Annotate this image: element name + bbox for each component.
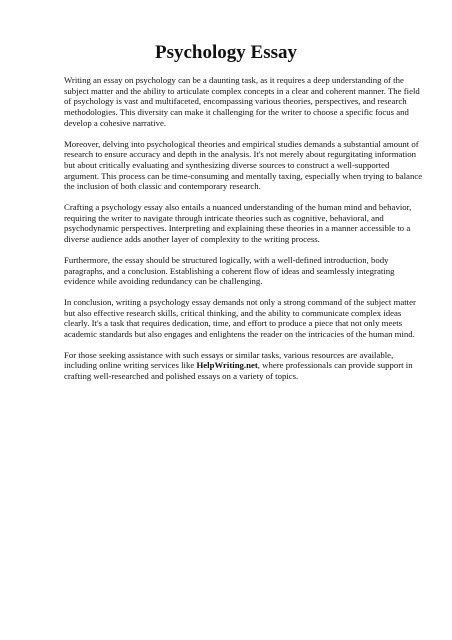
paragraph-6-text-after: , where professionals can provide support in crafting well-researched and polished essays on a variety of topics. bbox=[64, 360, 413, 382]
paragraph-4: Furthermore, the essay should be structured logically, with a well-defined introduction, body paragraphs, and a conclusion. Establishing a coherent flow of ideas and seamlessly integrating evidence while avoiding redundancy can be challenging. bbox=[64, 254, 395, 287]
paragraph-2: Moreover, delving into psychological theories and empirical studies demands a substantial amount of research to ensure accuracy and depth in the analysis. It's not merely about regurgitating information but about critically evaluating and synthesizing diverse sources to construct a well-supported argument. This process can be time-consuming and mentally taxing, especially when trying to balance the inclusion of both classic and contemporary research. bbox=[64, 138, 423, 192]
helpwriting-link-text: HelpWriting.net bbox=[196, 360, 258, 371]
paragraph-1: Writing an essay on psychology can be a daunting task, as it requires a deep understanding of the subject matter and the ability to articulate complex concepts in a clear and coherent manner. The field of psychology is vast and multifaceted, encompassing various theories, perspectives, and research methodologies. This diversity can make it challenging for the writer to choose a specific focus and develop a cohesive narrative. bbox=[64, 75, 420, 128]
paragraph-6-text-before: For those seeking assistance with such essays or similar tasks, various resources are available, including online writing services like bbox=[64, 349, 394, 371]
paragraph-3: Crafting a psychology essay also entails a nuanced understanding of the human mind and behavior, requiring the writer to navigate through intricate theories such as cognitive, behavioral, and psychodynamic perspectives. Interpreting and explaining these theories in a manner accessible to a diverse audience adds another layer of complexity to the writing process. bbox=[64, 202, 412, 245]
paragraph-6 bbox=[64, 350, 424, 382]
paragraph-5: In conclusion, writing a psychology essay demands not only a strong command of the subject matter but also effective research skills, critical thinking, and the ability to communicate complex ideas clearly. It's a task that requires dedication, time, and effort to produce a piece that not only meets academic standards but also engages and enlightens the reader on the intricacies of the human mind. bbox=[64, 296, 416, 340]
document-body bbox=[64, 75, 424, 392]
document-title: Psychology Essay bbox=[155, 42, 297, 63]
